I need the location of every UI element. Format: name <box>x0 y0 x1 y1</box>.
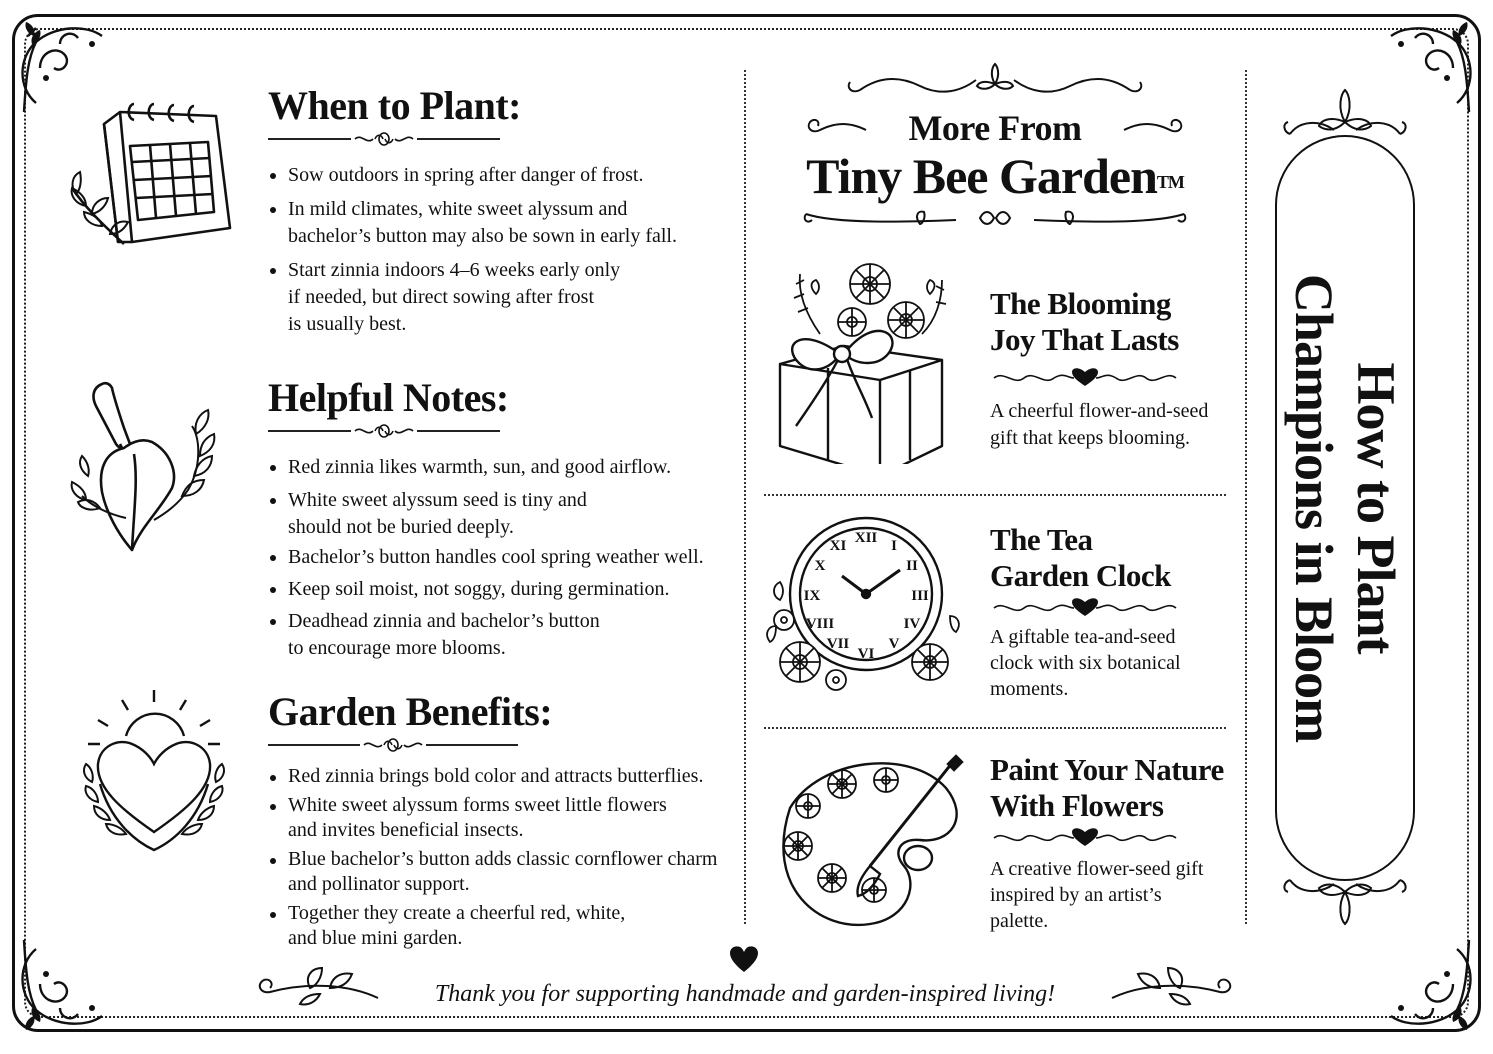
svg-text:I: I <box>891 538 897 554</box>
top-leaf-ornament-icon <box>1270 82 1420 142</box>
side-title-line1: How to Plant <box>1346 362 1406 654</box>
svg-text:V: V <box>888 636 900 652</box>
clock-flowers-icon <box>760 512 970 722</box>
column-divider-left <box>744 70 746 924</box>
product-text <box>990 752 1235 934</box>
heart-sun-icon <box>62 684 242 864</box>
svg-text:II: II <box>906 558 918 574</box>
list-item: Red zinnia likes warmth, sun, and good airflow. <box>268 454 738 481</box>
footer-thank-you: Thank you for supporting handmade and garden-inspired living! <box>434 981 1056 1007</box>
list-item: In mild climates, white sweet alyssum and bachelor’s button may also be sown in early fall. <box>268 196 738 250</box>
list-item: Deadhead zinnia and bachelor’s button to encourage more blooms. <box>268 608 738 662</box>
side-title-line2: Champions in Bloom <box>1284 273 1344 743</box>
product-card <box>760 254 1230 474</box>
section-body <box>268 84 738 345</box>
bullet-list <box>268 764 738 951</box>
list-item: Bachelor’s button handles cool spring weather well. <box>268 544 738 571</box>
calendar-icon <box>62 94 242 274</box>
product-title: The Blooming Joy That Lasts <box>990 286 1179 357</box>
product-description: A creative flower-seed gift inspired by an artist’s palette. <box>990 858 1204 932</box>
heart-icon <box>728 944 760 974</box>
bullet-list <box>268 162 738 338</box>
list-item: Together they create a cheerful red, white, and blue mini garden. <box>268 901 738 951</box>
svg-text:IX: IX <box>803 588 821 604</box>
title-underline <box>268 424 500 438</box>
gift-box-flowers-icon <box>760 254 970 464</box>
product-text <box>990 522 1235 702</box>
list-item: White sweet alyssum forms sweet little flowers and invites beneficial insects. <box>268 793 738 843</box>
list-item: Keep soil moist, not soggy, during germination. <box>268 576 738 603</box>
section-title: Helpful Notes: <box>268 375 509 420</box>
product-card <box>760 512 1230 732</box>
product-card <box>760 748 1230 968</box>
list-item: White sweet alyssum seed is tiny and should not be buried deeply. <box>268 487 738 541</box>
left-sprig-icon <box>250 964 390 1008</box>
title-underline <box>268 738 518 752</box>
list-item: Sow outdoors in spring after danger of frost. <box>268 162 738 189</box>
product-description: A giftable tea-and-seed clock with six botanical moments. <box>990 626 1181 700</box>
trademark-mark: TM <box>1156 172 1184 192</box>
product-divider <box>764 494 1226 496</box>
trowel-icon <box>62 376 242 556</box>
corner-flourish-icon <box>6 934 116 1044</box>
svg-text:XI: XI <box>829 538 847 554</box>
bottom-leaf-ornament-icon <box>1270 872 1420 932</box>
brand-name: Tiny Bee Garden™ <box>806 148 1184 204</box>
section-body <box>268 376 738 669</box>
bottom-swirl-ornament <box>800 204 1190 248</box>
section-when-to-plant <box>62 84 732 354</box>
product-title: Paint Your Nature With Flowers <box>990 752 1224 823</box>
side-title-panel <box>1270 82 1420 962</box>
section-title: When to Plant: <box>268 83 521 128</box>
svg-text:VII: VII <box>826 636 850 652</box>
heart-divider-icon <box>990 596 1180 618</box>
top-swirl-ornament <box>800 60 1190 104</box>
bullet-list <box>268 454 738 662</box>
more-from-header <box>800 60 1190 240</box>
svg-text:X: X <box>814 558 826 574</box>
svg-text:VIII: VIII <box>805 616 835 632</box>
more-from-label: More From <box>908 108 1082 148</box>
list-item: Red zinnia brings bold color and attracts butterflies. <box>268 764 738 789</box>
title-underline <box>268 132 500 146</box>
product-text <box>990 286 1235 452</box>
right-sprig-icon <box>1100 964 1240 1008</box>
svg-text:IV: IV <box>903 616 921 632</box>
list-item: Blue bachelor’s button adds classic cornflower charm and pollinator support. <box>268 847 738 897</box>
list-item: Start zinnia indoors 4–6 weeks early only if needed, but direct sowing after frost is usually best. <box>268 257 738 338</box>
heart-divider-icon <box>990 366 1180 388</box>
column-divider-right <box>1245 70 1247 924</box>
paint-palette-icon <box>760 748 970 958</box>
section-helpful-notes <box>62 376 732 676</box>
footer <box>250 944 1240 1014</box>
section-body <box>268 690 738 958</box>
product-description: A cheerful flower-and-seed gift that keeps blooming. <box>990 400 1209 449</box>
svg-text:XII: XII <box>854 530 878 546</box>
product-title: The Tea Garden Clock <box>990 522 1171 593</box>
svg-text:VI: VI <box>857 646 875 662</box>
section-title: Garden Benefits: <box>268 689 553 734</box>
side-title <box>1283 158 1407 858</box>
section-garden-benefits <box>62 690 732 950</box>
svg-text:III: III <box>911 588 929 604</box>
heart-divider-icon <box>990 826 1180 848</box>
